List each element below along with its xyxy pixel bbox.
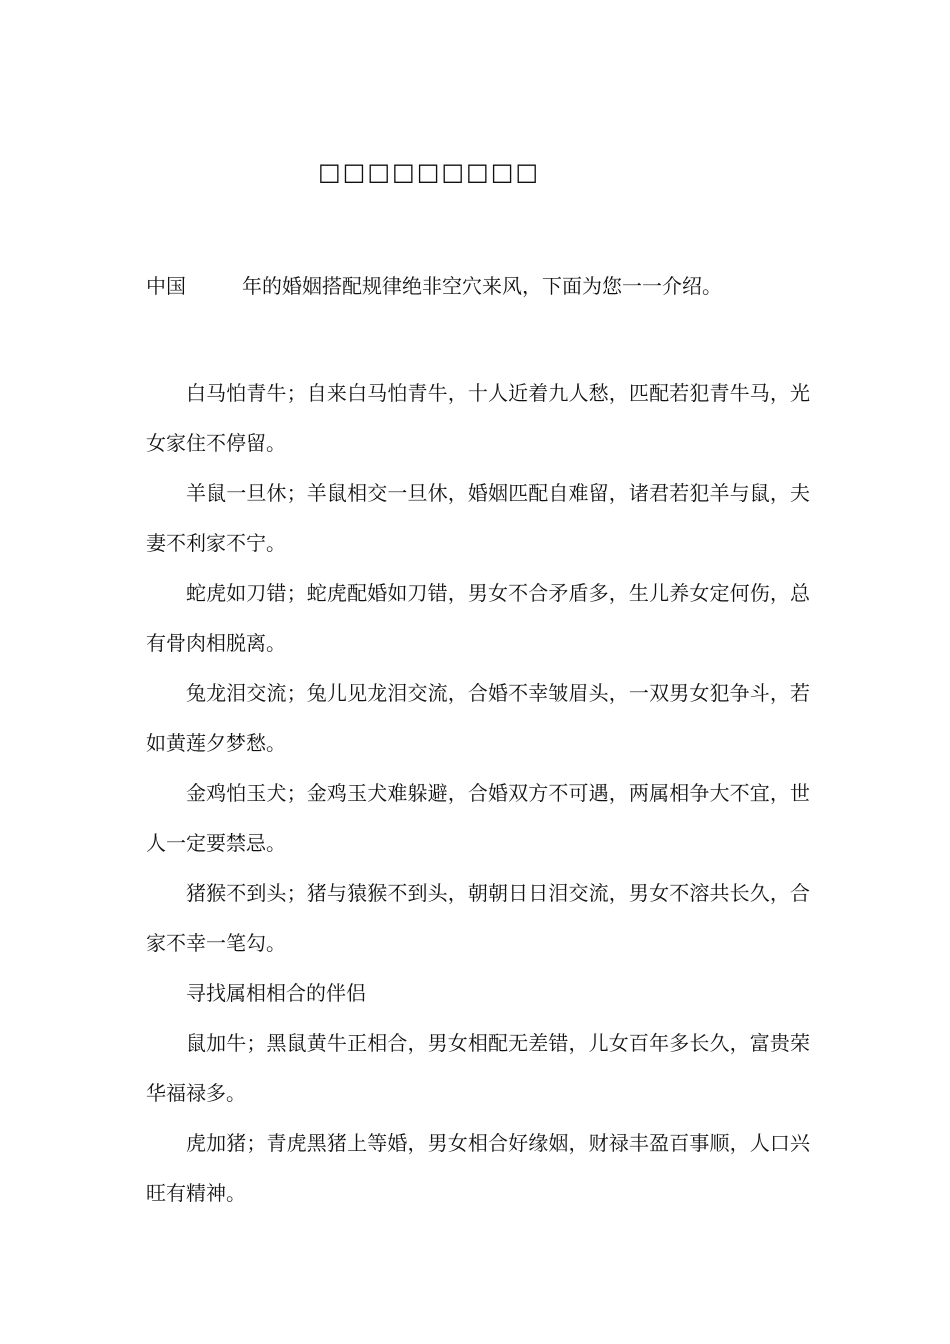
document-body [146, 368, 810, 1218]
paragraph-she-hu: 蛇虎如刀错；蛇虎配婚如刀错，男女不合矛盾多，生儿养女定何伤，总有骨肉相脱离。 [146, 581, 810, 655]
intro-text-start: 中国 [146, 274, 186, 298]
paragraph-zhu-hou: 猪猴不到头；猪与猿猴不到头，朝朝日日泪交流，男女不溶共长久，合家不幸一笔勾。 [146, 881, 810, 955]
intro-line [146, 270, 722, 299]
paragraph-ji-quan: 金鸡怕玉犬；金鸡玉犬难躲避，合婚双方不可遇，两属相争大不宜，世人一定要禁忌。 [146, 781, 810, 855]
section-heading: 寻找属相相合的伴侣 [186, 981, 366, 1005]
intro-text-end: 年的婚姻搭配规律绝非空穴来风，下面为您一一介绍。 [242, 274, 722, 298]
paragraph-hu-zhu: 虎加猪；青虎黑猪上等婚，男女相合好缘姻，财禄丰盈百事顺，人口兴旺有精神。 [146, 1131, 810, 1205]
document-title: □□□□□□□□□ [318, 158, 541, 186]
paragraph-yang-shu: 羊鼠一旦休；羊鼠相交一旦休，婚姻匹配自难留，诸君若犯羊与鼠，夫妻不利家不宁。 [146, 481, 810, 555]
paragraph-tu-long: 兔龙泪交流；兔儿见龙泪交流，合婚不幸皱眉头，一双男女犯争斗，若如黄莲夕梦愁。 [146, 681, 810, 755]
paragraph-bai-ma-qing-niu: 白马怕青牛；自来白马怕青牛，十人近着九人愁，匹配若犯青牛马，光女家住不停留。 [146, 381, 810, 455]
paragraph-shu-niu: 鼠加牛；黑鼠黄牛正相合，男女相配无差错，儿女百年多长久，富贵荣华福禄多。 [146, 1031, 810, 1105]
